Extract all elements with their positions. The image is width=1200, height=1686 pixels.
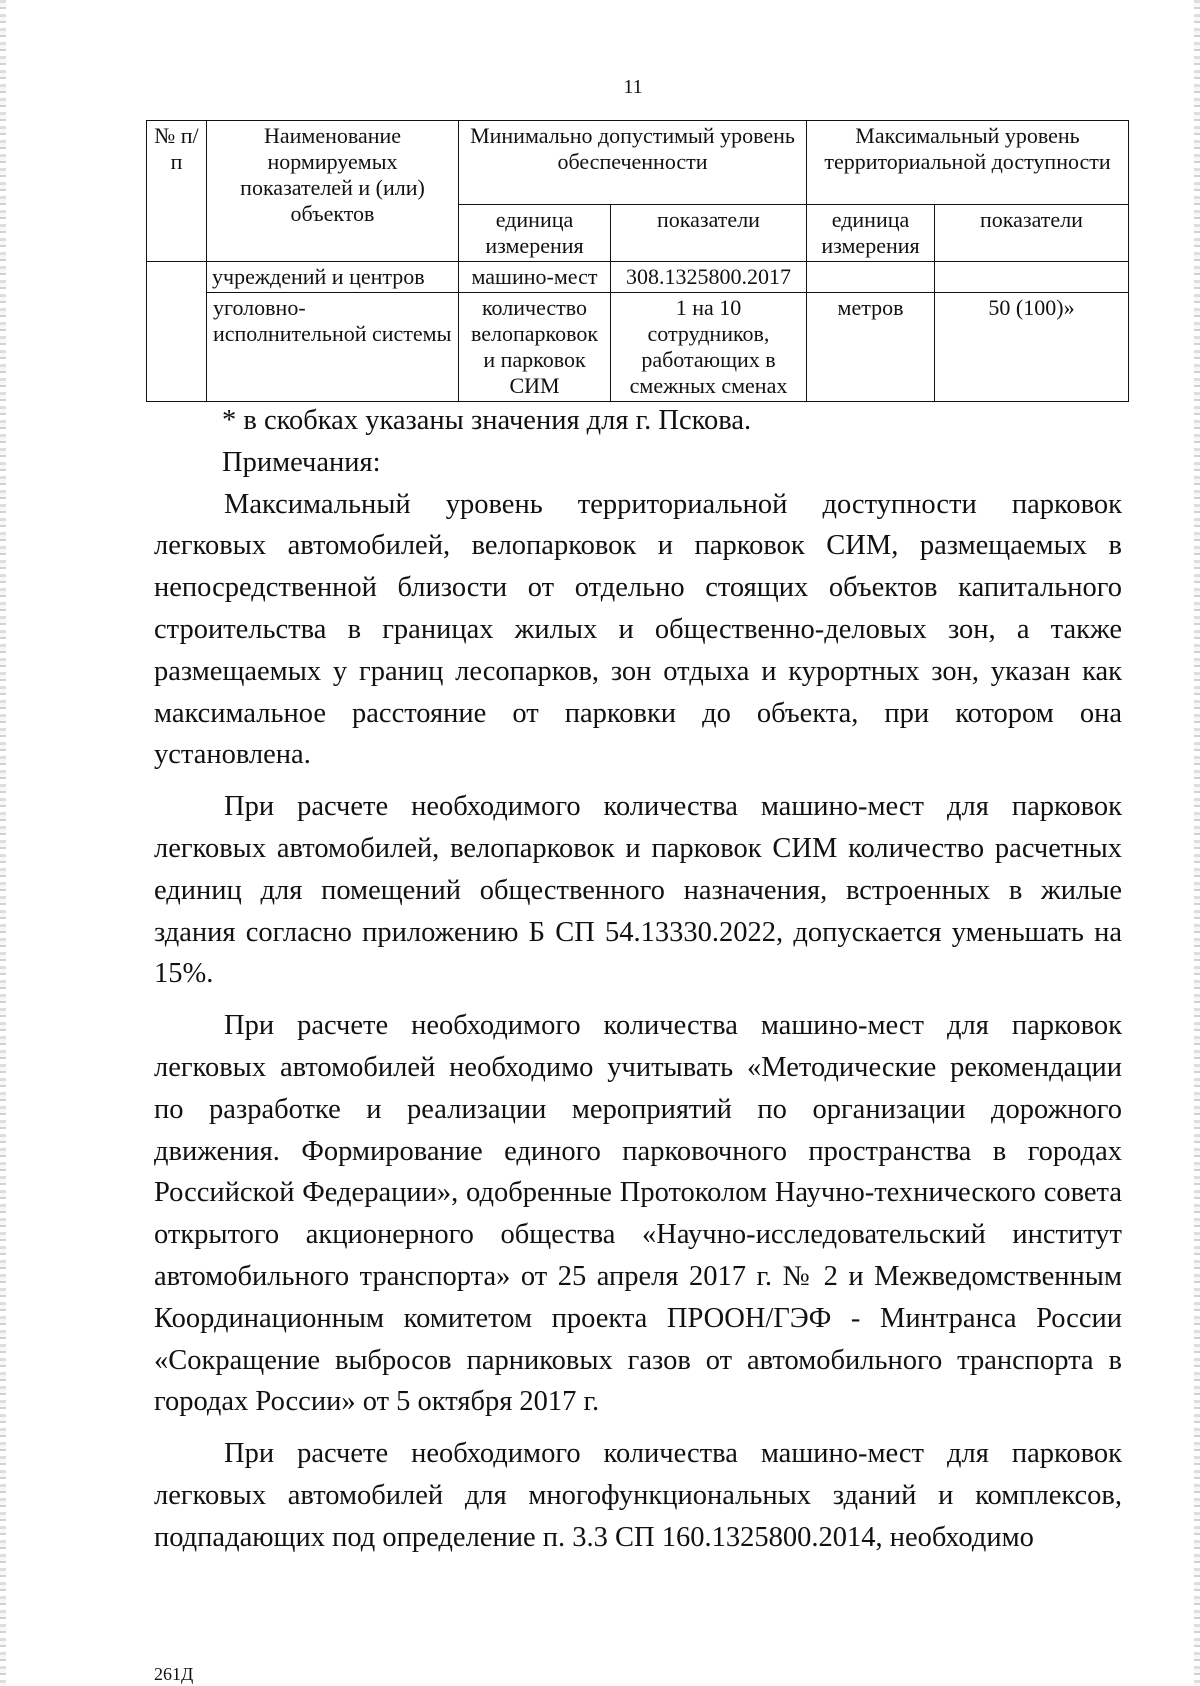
cell-num [147,262,207,402]
footer-code: 261Д [154,1664,194,1684]
cell-value-min-b: 1 на 10 сотрудников, работающих в смежных сменах [611,293,807,402]
scan-edge-left [0,0,6,1686]
header-name: Наименование нормируемых показателей и (или) объектов [207,121,459,262]
table-row [147,262,1129,293]
cell-value-max: 50 (100)» [935,293,1129,402]
document-body [154,400,1122,1559]
table-header-row [147,121,1129,205]
cell-value-min-a: 308.1325800.2017 [611,262,807,293]
paragraph: При расчете необходимого количества машино-мест для парковок легковых автомобилей необходимо учитывать «Методические рекомендации по разработке и реализации мероприятий по организации дорожного движения. Формирование единого парковочного пространства в городах Российской Федерации», одобренные Протоколом Научно-технического совета открытого акционерного общества «Научно-исследовательский институт автомобильного транспорта» от 25 апреля 2017 г. № 2 и Межведомственным Координационным комитетом проекта ПРООН/ГЭФ - Минтранса России «Сокращение выбросов парниковых газов от автомобильного транспорта в городах России» от 5 октября 2017 г. [154,1010,1122,1418]
footnote: * в скобках указаны значения для г. Пскова. [222,405,752,436]
header-value-max: показатели [935,205,1129,262]
notes-heading: Примечания: [222,446,381,478]
cell-unit-max-empty [807,262,935,293]
table-row [147,293,1129,402]
header-unit-max: единица измерения [807,205,935,262]
cell-unit-min-a: машино-мест [459,262,611,293]
paragraph: При расчете необходимого количества машино-мест для парковок легковых автомобилей для многофункциональных зданий и комплексов, подпадающих под определение п. 3.3 СП 160.1325800.2014, необходимо [154,1438,1122,1553]
cell-unit-min-b: количество велопарковок и парковок СИМ [459,293,611,402]
paragraph: Максимальный уровень территориальной доступности парковок легковых автомобилей, велопарковок и парковок СИМ, размещаемых в непосредственной близости от отдельно стоящих объектов капитального строительства в границах жилых и общественно-деловых зон, а также размещаемых у границ лесопарков, зон отдыха и курортных зон, указан как максимальное расстояние от парковки до объекта, при котором она установлена. [154,488,1122,771]
header-num: № п/п [147,121,207,262]
header-max-level: Максимальный уровень территориальной доступности [807,121,1129,205]
header-value-min: показатели [611,205,807,262]
cell-name-rest: уголовно-исполнительной системы [207,293,459,402]
cell-value-max-empty [935,262,1129,293]
header-unit-min: единица измерения [459,205,611,262]
norms-table [146,120,1129,402]
page-number: 11 [623,76,643,98]
paragraph: При расчете необходимого количества машино-мест для парковок легковых автомобилей, велопарковок и парковок СИМ количество расчетных единиц для помещений общественного назначения, встроенных в жилые здания согласно приложению Б СП 54.13330.2022, допускается уменьшать на 15%. [154,791,1122,990]
header-min-level: Минимально допустимый уровень обеспеченности [459,121,807,205]
scan-edge-right [1194,0,1200,1686]
cell-name-top: учреждений и центров [207,262,459,293]
cell-unit-max: метров [807,293,935,402]
